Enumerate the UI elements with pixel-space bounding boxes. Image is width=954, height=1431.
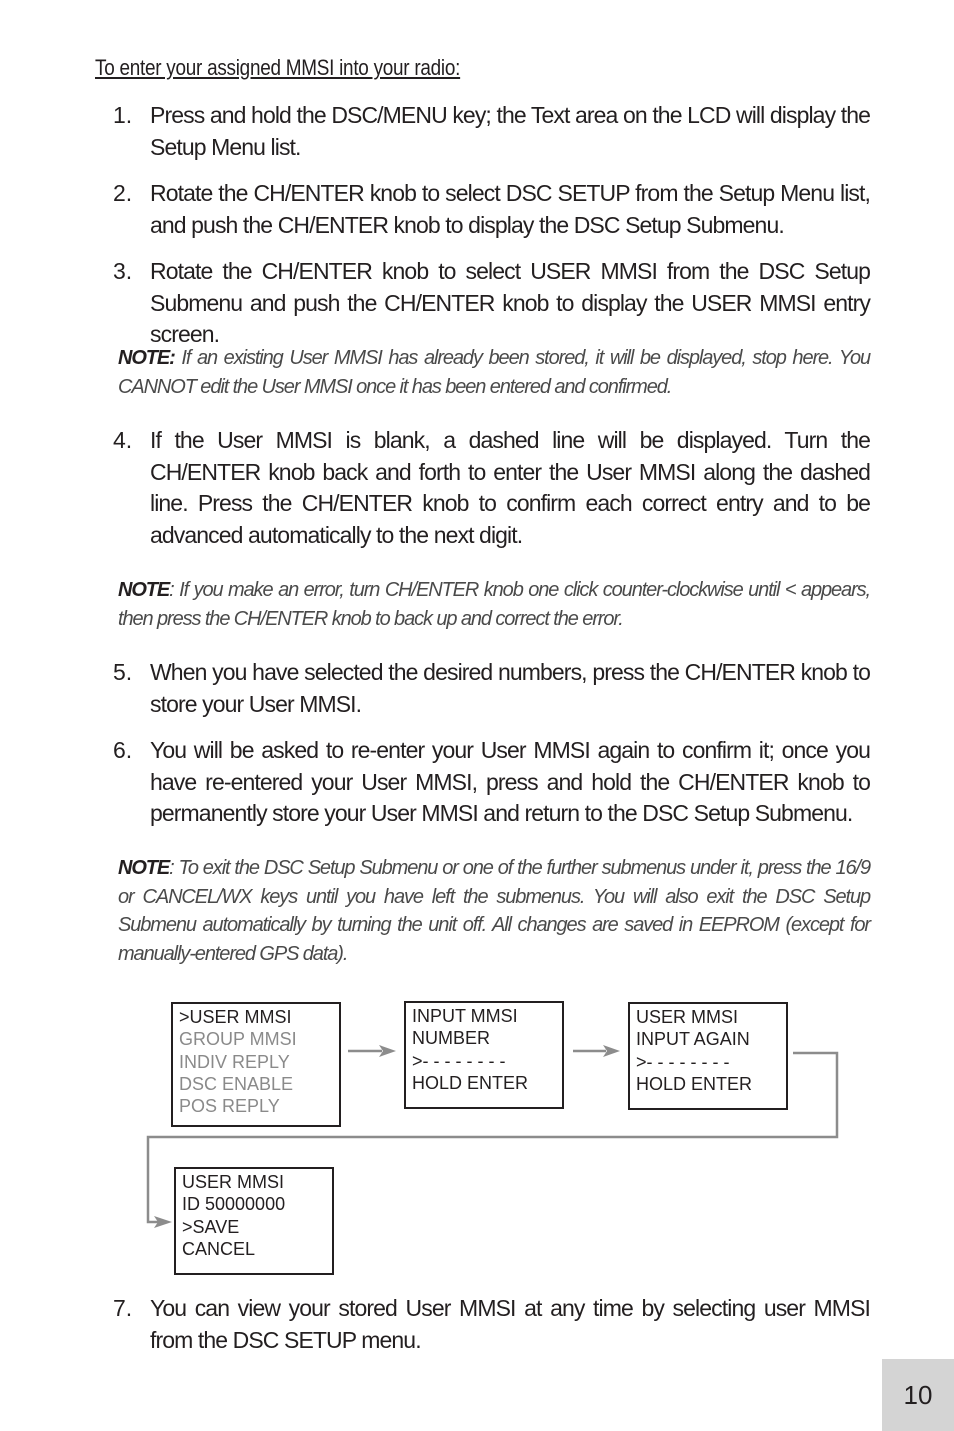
screen-line: INPUT AGAIN [636, 1029, 750, 1050]
note-text: : If you make an error, turn CH/ENTER knob one click counter-clockwise until < appears, then press the CH/ENTER knob to back up and correct the error. [118, 579, 870, 630]
step-number: 3. [113, 258, 133, 284]
menu-item: POS REPLY [179, 1096, 280, 1117]
note-label: NOTE [118, 857, 170, 879]
step-number: 1. [113, 102, 133, 128]
screen-line: >- - - - - - - - [636, 1051, 730, 1072]
step-number: 4. [113, 427, 133, 453]
screen-line: ID 50000000 [182, 1194, 286, 1215]
section-heading: To enter your assigned MMSI into your radio: [95, 55, 461, 80]
menu-item-selected: >USER MMSI [179, 1007, 292, 1027]
step-text: You can view your stored User MMSI at any time by selecting user MMSI from the DSC SETUP menu. [150, 1295, 870, 1353]
screen-line: USER MMSI [182, 1172, 285, 1192]
screen-dsc-setup-menu [171, 1002, 341, 1127]
page-number: 10 [882, 1359, 954, 1431]
screen-input-again [628, 1002, 788, 1110]
note-text: If an existing User MMSI has already been stored, it will be displayed, stop here. You CANNOT edit the User MMSI once it has been entered and confirmed. [118, 347, 870, 398]
step-text: When you have selected the desired numbers, press the CH/ENTER knob to store your User MMSI. [150, 659, 870, 717]
screen-line: >- - - - - - - - [412, 1050, 506, 1071]
menu-item: DSC ENABLE [179, 1073, 294, 1094]
step-number: 5. [113, 659, 133, 685]
screen-line: HOLD ENTER [636, 1073, 753, 1094]
step-7 [113, 1293, 870, 1356]
note-text: : To exit the DSC Setup Submenu or one of the further submenus under it, press the 16/9 or CANCEL/WX keys until you have left the submenus. You will also exit the DSC Setup Submenu automatically by turning the unit off. All changes are saved in EEPROM (except for manually-entered GPS data). [118, 857, 870, 965]
step-number: 6. [113, 737, 133, 763]
screen-confirm-mmsi [174, 1167, 334, 1275]
screen-line: NUMBER [412, 1028, 491, 1049]
step-text: If the User MMSI is blank, a dashed line will be displayed. Turn the CH/ENTER knob back and forth to enter the User MMSI along the dashed line. Press the CH/ENTER knob to confirm each correct entry and to be advanced automatically to the next digit. [150, 427, 870, 548]
screen-input-mmsi [404, 1001, 564, 1109]
screen-line: >SAVE [182, 1216, 240, 1237]
screen-line: CANCEL [182, 1238, 256, 1259]
step-text: You will be asked to re-enter your User MMSI again to confirm it; once you have re-entered your User MMSI, press and hold the CH/ENTER knob to permanently store your User MMSI and return to the DSC Setup Submenu. [150, 737, 870, 826]
screen-line: INPUT MMSI [412, 1006, 518, 1026]
step-number: 7. [113, 1295, 133, 1321]
step-text: Press and hold the DSC/MENU key; the Text area on the LCD will display the Setup Menu list. [150, 102, 870, 160]
step-number: 2. [113, 180, 133, 206]
menu-item: GROUP MMSI [179, 1029, 297, 1050]
note-label: NOTE: [118, 347, 175, 369]
menu-item: INDIV REPLY [179, 1051, 290, 1072]
step-text: Rotate the CH/ENTER knob to select DSC SETUP from the Setup Menu list, and push the CH/ENTER knob to display the DSC Setup Submenu. [150, 180, 870, 238]
step-text: Rotate the CH/ENTER knob to select USER MMSI from the DSC Setup Submenu and push the CH/ENTER knob to display the USER MMSI entry screen. [150, 258, 870, 347]
screen-line: USER MMSI [636, 1007, 739, 1027]
screen-line: HOLD ENTER [412, 1072, 529, 1093]
note-label: NOTE [118, 579, 170, 601]
